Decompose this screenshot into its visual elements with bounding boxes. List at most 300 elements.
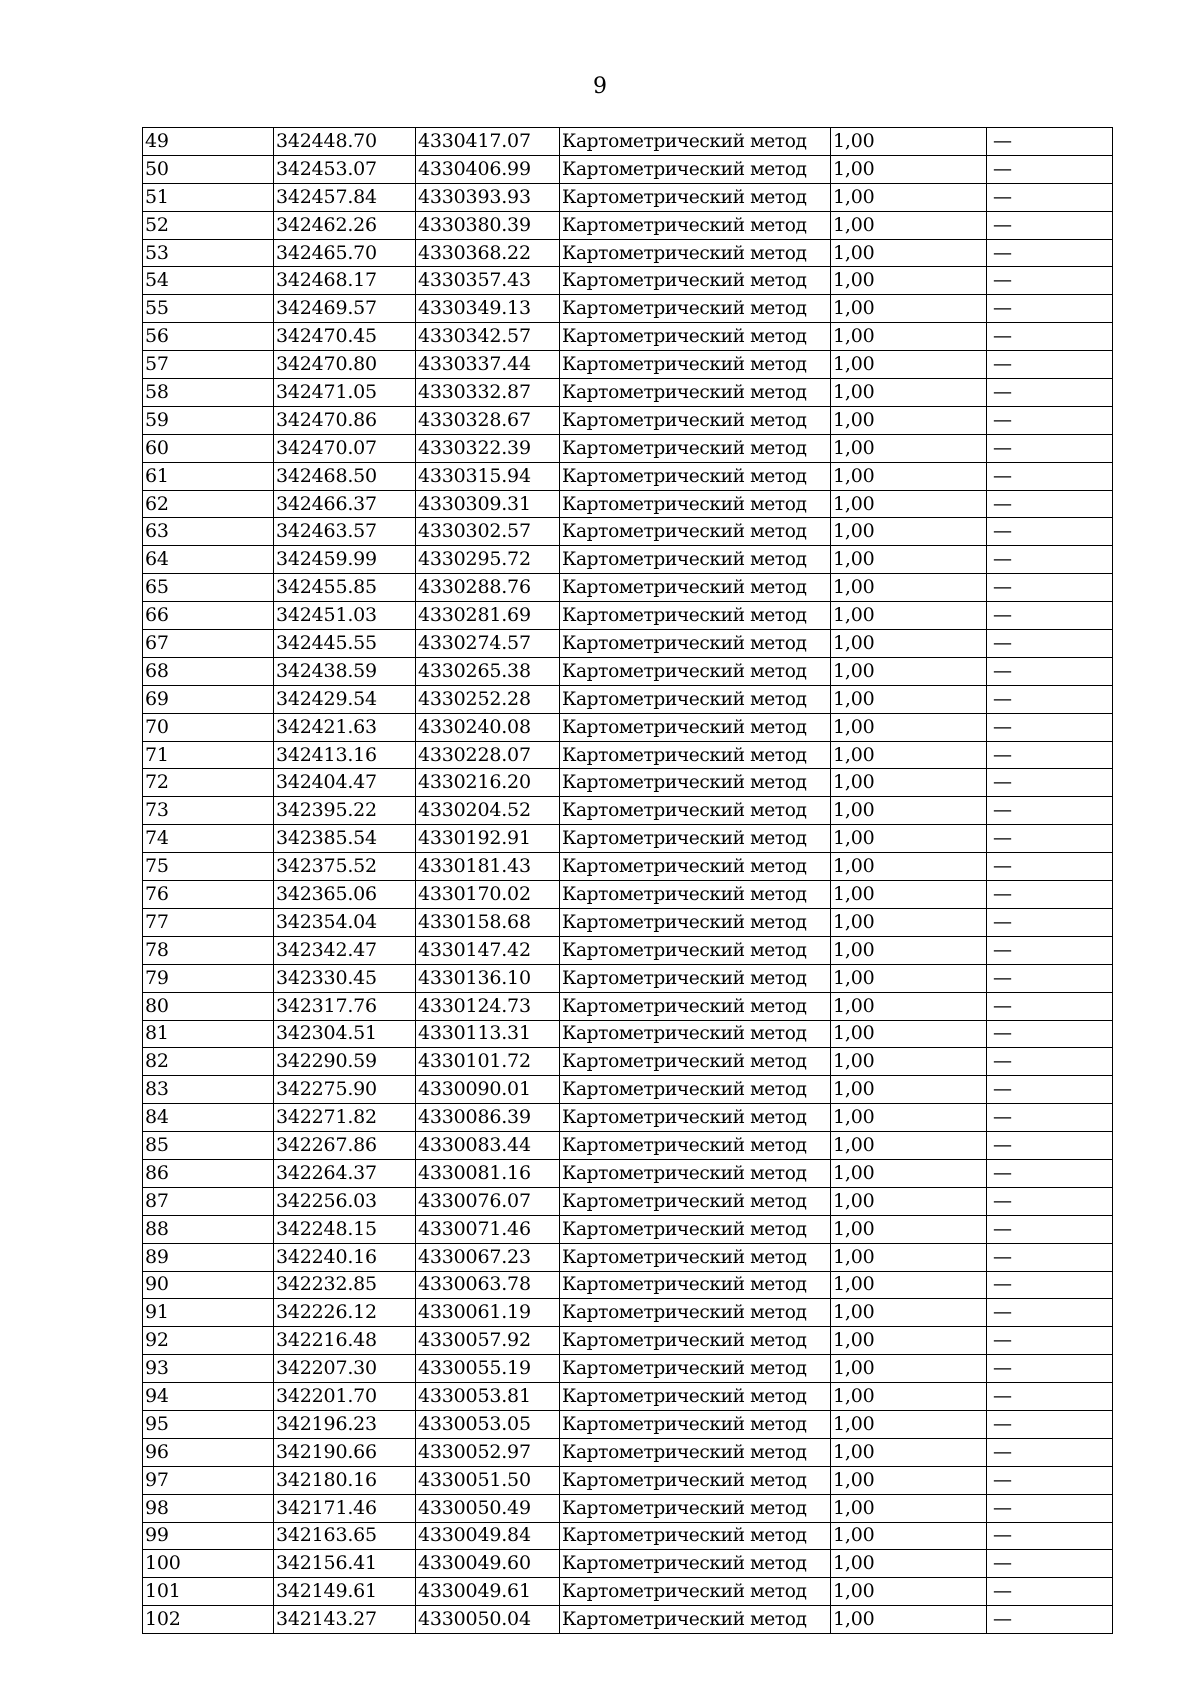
accuracy-cell: 1,00	[831, 546, 987, 574]
x-coordinate-cell: 342149.61	[274, 1578, 416, 1606]
note-cell: —	[987, 908, 1113, 936]
x-coordinate-cell: 342290.59	[274, 1048, 416, 1076]
x-coordinate-cell: 342143.27	[274, 1606, 416, 1634]
method-cell: Картометрический метод	[560, 546, 831, 574]
x-coordinate-cell: 342304.51	[274, 1020, 416, 1048]
y-coordinate-cell: 4330049.61	[416, 1578, 560, 1606]
accuracy-cell: 1,00	[831, 853, 987, 881]
x-coordinate-cell: 342429.54	[274, 685, 416, 713]
method-cell: Картометрический метод	[560, 295, 831, 323]
note-cell: —	[987, 685, 1113, 713]
note-cell: —	[987, 881, 1113, 909]
point-number-cell: 55	[143, 295, 274, 323]
y-coordinate-cell: 4330302.57	[416, 518, 560, 546]
y-coordinate-cell: 4330240.08	[416, 713, 560, 741]
accuracy-cell: 1,00	[831, 964, 987, 992]
x-coordinate-cell: 342354.04	[274, 908, 416, 936]
note-cell: —	[987, 1215, 1113, 1243]
point-number-cell: 56	[143, 323, 274, 351]
method-cell: Картометрический метод	[560, 1243, 831, 1271]
method-cell: Картометрический метод	[560, 1215, 831, 1243]
note-cell: —	[987, 239, 1113, 267]
method-cell: Картометрический метод	[560, 1048, 831, 1076]
x-coordinate-cell: 342451.03	[274, 602, 416, 630]
point-number-cell: 59	[143, 406, 274, 434]
y-coordinate-cell: 4330295.72	[416, 546, 560, 574]
accuracy-cell: 1,00	[831, 1327, 987, 1355]
accuracy-cell: 1,00	[831, 323, 987, 351]
table-row	[143, 1438, 1113, 1466]
point-number-cell: 51	[143, 183, 274, 211]
y-coordinate-cell: 4330147.42	[416, 936, 560, 964]
y-coordinate-cell: 4330315.94	[416, 462, 560, 490]
table-row	[143, 490, 1113, 518]
x-coordinate-cell: 342207.30	[274, 1355, 416, 1383]
y-coordinate-cell: 4330322.39	[416, 434, 560, 462]
accuracy-cell: 1,00	[831, 1578, 987, 1606]
method-cell: Картометрический метод	[560, 183, 831, 211]
point-number-cell: 99	[143, 1522, 274, 1550]
x-coordinate-cell: 342470.80	[274, 351, 416, 379]
method-cell: Картометрический метод	[560, 155, 831, 183]
note-cell: —	[987, 323, 1113, 351]
accuracy-cell: 1,00	[831, 267, 987, 295]
method-cell: Картометрический метод	[560, 1383, 831, 1411]
y-coordinate-cell: 4330053.05	[416, 1410, 560, 1438]
note-cell: —	[987, 155, 1113, 183]
method-cell: Картометрический метод	[560, 964, 831, 992]
y-coordinate-cell: 4330057.92	[416, 1327, 560, 1355]
point-number-cell: 50	[143, 155, 274, 183]
y-coordinate-cell: 4330216.20	[416, 769, 560, 797]
method-cell: Картометрический метод	[560, 1327, 831, 1355]
accuracy-cell: 1,00	[831, 1355, 987, 1383]
table-row	[143, 1327, 1113, 1355]
table-row	[143, 462, 1113, 490]
method-cell: Картометрический метод	[560, 1606, 831, 1634]
note-cell: —	[987, 1438, 1113, 1466]
point-number-cell: 66	[143, 602, 274, 630]
method-cell: Картометрический метод	[560, 1355, 831, 1383]
x-coordinate-cell: 342455.85	[274, 574, 416, 602]
method-cell: Картометрический метод	[560, 1104, 831, 1132]
y-coordinate-cell: 4330050.49	[416, 1494, 560, 1522]
method-cell: Картометрический метод	[560, 685, 831, 713]
y-coordinate-cell: 4330393.93	[416, 183, 560, 211]
point-number-cell: 52	[143, 211, 274, 239]
note-cell: —	[987, 1299, 1113, 1327]
table-row	[143, 825, 1113, 853]
accuracy-cell: 1,00	[831, 657, 987, 685]
y-coordinate-cell: 4330090.01	[416, 1076, 560, 1104]
y-coordinate-cell: 4330281.69	[416, 602, 560, 630]
accuracy-cell: 1,00	[831, 1076, 987, 1104]
table-row	[143, 546, 1113, 574]
x-coordinate-cell: 342466.37	[274, 490, 416, 518]
table-row	[143, 936, 1113, 964]
method-cell: Картометрический метод	[560, 713, 831, 741]
method-cell: Картометрический метод	[560, 1494, 831, 1522]
y-coordinate-cell: 4330337.44	[416, 351, 560, 379]
y-coordinate-cell: 4330252.28	[416, 685, 560, 713]
note-cell: —	[987, 1020, 1113, 1048]
x-coordinate-cell: 342264.37	[274, 1159, 416, 1187]
table-row	[143, 881, 1113, 909]
note-cell: —	[987, 351, 1113, 379]
point-number-cell: 93	[143, 1355, 274, 1383]
y-coordinate-cell: 4330049.60	[416, 1550, 560, 1578]
accuracy-cell: 1,00	[831, 128, 987, 156]
x-coordinate-cell: 342180.16	[274, 1466, 416, 1494]
y-coordinate-cell: 4330288.76	[416, 574, 560, 602]
point-number-cell: 102	[143, 1606, 274, 1634]
note-cell: —	[987, 546, 1113, 574]
note-cell: —	[987, 769, 1113, 797]
method-cell: Картометрический метод	[560, 657, 831, 685]
accuracy-cell: 1,00	[831, 490, 987, 518]
y-coordinate-cell: 4330049.84	[416, 1522, 560, 1550]
note-cell: —	[987, 406, 1113, 434]
point-number-cell: 94	[143, 1383, 274, 1411]
point-number-cell: 98	[143, 1494, 274, 1522]
x-coordinate-cell: 342267.86	[274, 1132, 416, 1160]
point-number-cell: 96	[143, 1438, 274, 1466]
note-cell: —	[987, 964, 1113, 992]
y-coordinate-cell: 4330086.39	[416, 1104, 560, 1132]
y-coordinate-cell: 4330076.07	[416, 1187, 560, 1215]
accuracy-cell: 1,00	[831, 1132, 987, 1160]
table-row	[143, 128, 1113, 156]
table-row	[143, 1550, 1113, 1578]
note-cell: —	[987, 853, 1113, 881]
x-coordinate-cell: 342459.99	[274, 546, 416, 574]
note-cell: —	[987, 1494, 1113, 1522]
x-coordinate-cell: 342470.07	[274, 434, 416, 462]
table-row	[143, 1048, 1113, 1076]
note-cell: —	[987, 1159, 1113, 1187]
table-row	[143, 323, 1113, 351]
note-cell: —	[987, 1132, 1113, 1160]
table-row	[143, 1076, 1113, 1104]
point-number-cell: 62	[143, 490, 274, 518]
note-cell: —	[987, 1355, 1113, 1383]
note-cell: —	[987, 1104, 1113, 1132]
point-number-cell: 69	[143, 685, 274, 713]
coordinates-table-body	[143, 128, 1113, 1634]
accuracy-cell: 1,00	[831, 1410, 987, 1438]
note-cell: —	[987, 657, 1113, 685]
y-coordinate-cell: 4330342.57	[416, 323, 560, 351]
point-number-cell: 88	[143, 1215, 274, 1243]
table-row	[143, 239, 1113, 267]
x-coordinate-cell: 342275.90	[274, 1076, 416, 1104]
accuracy-cell: 1,00	[831, 406, 987, 434]
y-coordinate-cell: 4330083.44	[416, 1132, 560, 1160]
y-coordinate-cell: 4330055.19	[416, 1355, 560, 1383]
accuracy-cell: 1,00	[831, 1048, 987, 1076]
accuracy-cell: 1,00	[831, 1271, 987, 1299]
point-number-cell: 95	[143, 1410, 274, 1438]
table-row	[143, 1271, 1113, 1299]
accuracy-cell: 1,00	[831, 211, 987, 239]
x-coordinate-cell: 342413.16	[274, 741, 416, 769]
point-number-cell: 82	[143, 1048, 274, 1076]
point-number-cell: 65	[143, 574, 274, 602]
method-cell: Картометрический метод	[560, 128, 831, 156]
point-number-cell: 70	[143, 713, 274, 741]
table-row	[143, 267, 1113, 295]
point-number-cell: 75	[143, 853, 274, 881]
note-cell: —	[987, 574, 1113, 602]
x-coordinate-cell: 342385.54	[274, 825, 416, 853]
method-cell: Картометрический метод	[560, 379, 831, 407]
table-row	[143, 1020, 1113, 1048]
x-coordinate-cell: 342470.45	[274, 323, 416, 351]
point-number-cell: 54	[143, 267, 274, 295]
table-row	[143, 1494, 1113, 1522]
note-cell: —	[987, 1187, 1113, 1215]
table-row	[143, 1132, 1113, 1160]
y-coordinate-cell: 4330192.91	[416, 825, 560, 853]
x-coordinate-cell: 342404.47	[274, 769, 416, 797]
x-coordinate-cell: 342248.15	[274, 1215, 416, 1243]
table-row	[143, 769, 1113, 797]
note-cell: —	[987, 992, 1113, 1020]
x-coordinate-cell: 342470.86	[274, 406, 416, 434]
table-row	[143, 379, 1113, 407]
y-coordinate-cell: 4330181.43	[416, 853, 560, 881]
x-coordinate-cell: 342445.55	[274, 630, 416, 658]
point-number-cell: 79	[143, 964, 274, 992]
accuracy-cell: 1,00	[831, 1187, 987, 1215]
x-coordinate-cell: 342156.41	[274, 1550, 416, 1578]
x-coordinate-cell: 342240.16	[274, 1243, 416, 1271]
table-row	[143, 685, 1113, 713]
note-cell: —	[987, 936, 1113, 964]
method-cell: Картометрический метод	[560, 518, 831, 546]
point-number-cell: 91	[143, 1299, 274, 1327]
accuracy-cell: 1,00	[831, 1550, 987, 1578]
method-cell: Картометрический метод	[560, 1271, 831, 1299]
accuracy-cell: 1,00	[831, 1020, 987, 1048]
table-row	[143, 406, 1113, 434]
note-cell: —	[987, 490, 1113, 518]
method-cell: Картометрический метод	[560, 602, 831, 630]
y-coordinate-cell: 4330050.04	[416, 1606, 560, 1634]
table-row	[143, 630, 1113, 658]
point-number-cell: 63	[143, 518, 274, 546]
x-coordinate-cell: 342465.70	[274, 239, 416, 267]
note-cell: —	[987, 1383, 1113, 1411]
y-coordinate-cell: 4330067.23	[416, 1243, 560, 1271]
page-number: 9	[593, 74, 607, 99]
point-number-cell: 68	[143, 657, 274, 685]
y-coordinate-cell: 4330136.10	[416, 964, 560, 992]
x-coordinate-cell: 342317.76	[274, 992, 416, 1020]
note-cell: —	[987, 1048, 1113, 1076]
accuracy-cell: 1,00	[831, 1159, 987, 1187]
note-cell: —	[987, 741, 1113, 769]
table-row	[143, 1522, 1113, 1550]
x-coordinate-cell: 342462.26	[274, 211, 416, 239]
accuracy-cell: 1,00	[831, 825, 987, 853]
table-row	[143, 351, 1113, 379]
y-coordinate-cell: 4330274.57	[416, 630, 560, 658]
method-cell: Картометрический метод	[560, 1466, 831, 1494]
y-coordinate-cell: 4330417.07	[416, 128, 560, 156]
y-coordinate-cell: 4330309.31	[416, 490, 560, 518]
table-row	[143, 853, 1113, 881]
note-cell: —	[987, 462, 1113, 490]
x-coordinate-cell: 342365.06	[274, 881, 416, 909]
x-coordinate-cell: 342330.45	[274, 964, 416, 992]
x-coordinate-cell: 342226.12	[274, 1299, 416, 1327]
method-cell: Картометрический метод	[560, 1410, 831, 1438]
y-coordinate-cell: 4330071.46	[416, 1215, 560, 1243]
y-coordinate-cell: 4330265.38	[416, 657, 560, 685]
note-cell: —	[987, 1410, 1113, 1438]
note-cell: —	[987, 602, 1113, 630]
y-coordinate-cell: 4330158.68	[416, 908, 560, 936]
table-row	[143, 657, 1113, 685]
point-number-cell: 89	[143, 1243, 274, 1271]
method-cell: Картометрический метод	[560, 1020, 831, 1048]
x-coordinate-cell: 342216.48	[274, 1327, 416, 1355]
x-coordinate-cell: 342471.05	[274, 379, 416, 407]
method-cell: Картометрический метод	[560, 323, 831, 351]
point-number-cell: 80	[143, 992, 274, 1020]
point-number-cell: 81	[143, 1020, 274, 1048]
table-row	[143, 1299, 1113, 1327]
note-cell: —	[987, 1522, 1113, 1550]
y-coordinate-cell: 4330124.73	[416, 992, 560, 1020]
table-row	[143, 1243, 1113, 1271]
accuracy-cell: 1,00	[831, 1215, 987, 1243]
point-number-cell: 76	[143, 881, 274, 909]
y-coordinate-cell: 4330113.31	[416, 1020, 560, 1048]
y-coordinate-cell: 4330332.87	[416, 379, 560, 407]
table-row	[143, 211, 1113, 239]
x-coordinate-cell: 342271.82	[274, 1104, 416, 1132]
point-number-cell: 57	[143, 351, 274, 379]
accuracy-cell: 1,00	[831, 183, 987, 211]
method-cell: Картометрический метод	[560, 741, 831, 769]
note-cell: —	[987, 1327, 1113, 1355]
table-row	[143, 1355, 1113, 1383]
point-number-cell: 73	[143, 797, 274, 825]
method-cell: Картометрический метод	[560, 211, 831, 239]
x-coordinate-cell: 342463.57	[274, 518, 416, 546]
table-row	[143, 602, 1113, 630]
x-coordinate-cell: 342457.84	[274, 183, 416, 211]
point-number-cell: 87	[143, 1187, 274, 1215]
table-row	[143, 1215, 1113, 1243]
y-coordinate-cell: 4330228.07	[416, 741, 560, 769]
point-number-cell: 60	[143, 434, 274, 462]
note-cell: —	[987, 518, 1113, 546]
accuracy-cell: 1,00	[831, 1522, 987, 1550]
table-row	[143, 1187, 1113, 1215]
point-number-cell: 49	[143, 128, 274, 156]
method-cell: Картометрический метод	[560, 434, 831, 462]
table-row	[143, 908, 1113, 936]
note-cell: —	[987, 1606, 1113, 1634]
point-number-cell: 92	[143, 1327, 274, 1355]
point-number-cell: 58	[143, 379, 274, 407]
x-coordinate-cell: 342256.03	[274, 1187, 416, 1215]
y-coordinate-cell: 4330052.97	[416, 1438, 560, 1466]
x-coordinate-cell: 342468.50	[274, 462, 416, 490]
accuracy-cell: 1,00	[831, 630, 987, 658]
point-number-cell: 72	[143, 769, 274, 797]
table-row	[143, 741, 1113, 769]
method-cell: Картометрический метод	[560, 1299, 831, 1327]
x-coordinate-cell: 342190.66	[274, 1438, 416, 1466]
accuracy-cell: 1,00	[831, 518, 987, 546]
note-cell: —	[987, 379, 1113, 407]
table-row	[143, 1466, 1113, 1494]
accuracy-cell: 1,00	[831, 881, 987, 909]
note-cell: —	[987, 1243, 1113, 1271]
point-number-cell: 74	[143, 825, 274, 853]
y-coordinate-cell: 4330357.43	[416, 267, 560, 295]
method-cell: Картометрический метод	[560, 1550, 831, 1578]
method-cell: Картометрический метод	[560, 630, 831, 658]
y-coordinate-cell: 4330081.16	[416, 1159, 560, 1187]
x-coordinate-cell: 342395.22	[274, 797, 416, 825]
coordinates-table	[142, 127, 1113, 1634]
note-cell: —	[987, 797, 1113, 825]
y-coordinate-cell: 4330061.19	[416, 1299, 560, 1327]
table-row	[143, 295, 1113, 323]
method-cell: Картометрический метод	[560, 797, 831, 825]
note-cell: —	[987, 713, 1113, 741]
note-cell: —	[987, 825, 1113, 853]
x-coordinate-cell: 342171.46	[274, 1494, 416, 1522]
table-row	[143, 1159, 1113, 1187]
point-number-cell: 86	[143, 1159, 274, 1187]
accuracy-cell: 1,00	[831, 351, 987, 379]
accuracy-cell: 1,00	[831, 713, 987, 741]
point-number-cell: 90	[143, 1271, 274, 1299]
method-cell: Картометрический метод	[560, 936, 831, 964]
point-number-cell: 61	[143, 462, 274, 490]
accuracy-cell: 1,00	[831, 1299, 987, 1327]
x-coordinate-cell: 342232.85	[274, 1271, 416, 1299]
method-cell: Картометрический метод	[560, 406, 831, 434]
point-number-cell: 100	[143, 1550, 274, 1578]
table-row	[143, 434, 1113, 462]
note-cell: —	[987, 1466, 1113, 1494]
x-coordinate-cell: 342421.63	[274, 713, 416, 741]
note-cell: —	[987, 1076, 1113, 1104]
y-coordinate-cell: 4330368.22	[416, 239, 560, 267]
note-cell: —	[987, 183, 1113, 211]
point-number-cell: 53	[143, 239, 274, 267]
accuracy-cell: 1,00	[831, 462, 987, 490]
accuracy-cell: 1,00	[831, 685, 987, 713]
note-cell: —	[987, 128, 1113, 156]
table-row	[143, 1383, 1113, 1411]
x-coordinate-cell: 342201.70	[274, 1383, 416, 1411]
y-coordinate-cell: 4330328.67	[416, 406, 560, 434]
accuracy-cell: 1,00	[831, 741, 987, 769]
table-row	[143, 155, 1113, 183]
point-number-cell: 71	[143, 741, 274, 769]
y-coordinate-cell: 4330406.99	[416, 155, 560, 183]
note-cell: —	[987, 434, 1113, 462]
y-coordinate-cell: 4330204.52	[416, 797, 560, 825]
